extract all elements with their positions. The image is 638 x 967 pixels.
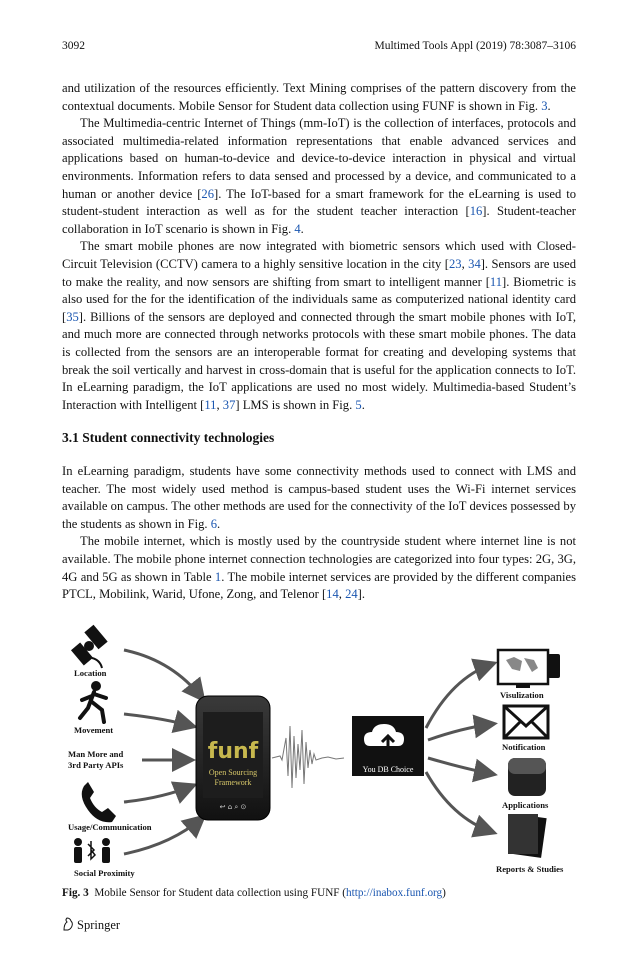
section-heading: 3.1 Student connectivity technologies	[62, 430, 275, 445]
envelope-icon	[504, 706, 548, 738]
fig-ref-3[interactable]: 3	[541, 98, 548, 113]
citation-34[interactable]: 34	[468, 256, 481, 271]
citation-35[interactable]: 35	[66, 309, 79, 324]
svg-text:↩ ⌂ ⌕ ⊙: ↩ ⌂ ⌕ ⊙	[219, 803, 247, 811]
citation-23[interactable]: 23	[448, 256, 462, 271]
citation-11b[interactable]: 11	[204, 397, 217, 412]
citation-37[interactable]: 37	[222, 397, 236, 412]
paragraph-3: The smart mobile phones are now integrated with biometric sensors which used with Closed-Circuit Television (CCTV) camera to a highly sensitive location in the city [23, 34]. Sensors are used to make the reality, and now sensors are shifting from smart to intelligent manner [11]. Biometric is also used for the for the identification of the individuals same as computerized national identity card [35]. Billions of the sensors are deployed and connected through the smart mobile phones with IoT, and much more are connected through networks protocols with these smart mobile phones. The data is collected from the sensors are an interoperable format for creating and developing systems that break the soil vertically and harvest in cross-domain that is useful for the application connects to IoT. In eLearning paradigm, the IoT applications are used no most widely. Multimedia-based Student’s Interaction with Intelligent [11, 37] LMS is shown in Fig. 5.	[62, 239, 577, 412]
caption-label: Fig. 3	[62, 887, 89, 899]
citation-26[interactable]: 26	[201, 186, 215, 201]
fig-ref-6[interactable]: 6	[210, 516, 217, 531]
svg-text:Open Sourcing: Open Sourcing	[208, 768, 258, 777]
satellite-icon	[71, 625, 108, 668]
label-apis-1: Man More and	[68, 749, 124, 759]
people-icon	[74, 838, 110, 863]
caption-link[interactable]: http://inabox.funf.org	[346, 887, 443, 899]
fig-ref-5[interactable]: 5	[355, 397, 362, 412]
citation-14[interactable]: 14	[326, 587, 339, 602]
footer	[62, 917, 120, 933]
label-usage: Usage/Communication	[68, 822, 152, 832]
label-reports: Reports & Studies	[496, 864, 564, 874]
label-applications: Applications	[502, 800, 549, 810]
svg-text:Framework: Framework	[214, 778, 252, 787]
page-number: 3092	[62, 40, 85, 52]
label-visualization: Visulization	[500, 690, 544, 700]
label-social-proximity: Social Proximity	[74, 868, 135, 878]
cloud-label: You DB Choice	[362, 765, 414, 774]
table-ref-1[interactable]: 1	[214, 569, 222, 584]
citation-11[interactable]: 11	[489, 274, 503, 289]
fig-ref-4[interactable]: 4	[294, 221, 301, 236]
label-movement: Movement	[74, 725, 114, 735]
phone-handset-icon	[82, 782, 116, 822]
applications-icon	[508, 758, 546, 796]
document-icon	[508, 814, 547, 858]
citation-24[interactable]: 24	[345, 587, 358, 602]
runner-icon	[80, 681, 106, 722]
label-location: Location	[74, 668, 107, 678]
cloud-database-box	[352, 716, 424, 776]
funf-phone	[196, 696, 270, 820]
monitor-map-icon	[498, 650, 560, 688]
funf-logo: funf	[207, 739, 259, 764]
springer-horse-icon	[62, 917, 74, 931]
signal-waveform	[272, 726, 344, 788]
publisher-name: Springer	[77, 918, 121, 932]
citation-16[interactable]: 16	[469, 204, 483, 219]
label-apis-2: 3rd Party APIs	[68, 760, 124, 770]
paragraph-2: The Multimedia-centric Internet of Things (mm-IoT) is the collection of interfaces, protocols and associated multimedia-related information representations that enable advanced services and applications based on human-to-device and device-to-device interaction in physical and virtual environments. Information refers to data sensed and processed by a device, and communicated to a human or another device [26]. The IoT-based for a smart framework for the eLearning is used to student-student interaction as well as for the student teacher interaction [16]. Student-teacher collaboration in IoT scenario is shown in Fig. 4.	[62, 116, 577, 236]
paragraph-5: The mobile internet, which is mostly used by the countryside student where internet line is not available. The mobile phone internet connection technologies are categorized into four types: 2G, 3G, 4G and 5G as shown in Table 1. The mobile internet services are provided by the different companies PTCL, Mobilink, Warid, Ufone, Zong, and Telenor [14, 24].	[62, 534, 576, 602]
paragraph-4: In eLearning paradigm, students have some connectivity methods used to connect with LMS and teacher. The most widely used method is campus-based student uses the Wi-Fi internet services available on campus. The other methods are used for the connectivity of the IoT devices possessed by the students as shown in Fig. 6. The mobile internet, which is mostly used by the countryside student where internet line is not available. The mobile phone internet connection technologies are categorized into four types: 2G, 3G, 4G and 5G as shown in Table 1. The mobile internet services are provided by the different companies PTCL, Mobilink, Warid, Ufone, Zong, and Telenor [14, 24].	[62, 463, 576, 604]
figure-caption: Fig. 3 Mobile Sensor for Student data collection using FUNF (http://inabox.funf.org)	[62, 887, 446, 899]
figure-3	[62, 618, 576, 883]
journal-reference: Multimed Tools Appl (2019) 78:3087–3106	[374, 40, 576, 52]
paragraph-1: and utilization of the resources efficiently. Text Mining comprises of the pattern discovery from the contextual documents. Mobile Sensor for Student data collection using FUNF is shown in Fig. 3. The Multimedia-centric Internet of Things (mm-IoT) is the collection of interfaces, protocols and associated multimedia-related information representations that enable advanced services and applications based on human-to-device and device-to-device interaction in physical and virtual environments. Information refers to data sensed and processed by a device, and communicated to a human or another device [26]. The IoT-based for a smart framework for the eLearning is used to student-student interaction as well as for the student teacher interaction [16]. Student-teacher collaboration in IoT scenario is shown in Fig. 4. The smart mobile phones are now integrated with biometric sensors which used with Closed-Circuit Television (CCTV) camera to a highly sensitive location in the city [23, 34]. Sensors are used to make the reality, and now sensors are shifting from smart to intelligent manner [11]. Biometric is also used for the for the identification of the individuals same as computerized national identity card [35]. Billions of the sensors are deployed and connected through the smart mobile phones with IoT, and much more are connected through networks protocols with these smart mobile phones. The data is collected from the sensors are an interoperable format for creating and developing systems that break the soil vertically and harvest in cross-domain that is useful for the application connects to IoT. In eLearning paradigm, the IoT applications are used no most widely. Multimedia-based Student’s Interaction with Intelligent [11, 37] LMS is shown in Fig. 5.	[62, 80, 576, 414]
label-notification: Notification	[502, 742, 546, 752]
